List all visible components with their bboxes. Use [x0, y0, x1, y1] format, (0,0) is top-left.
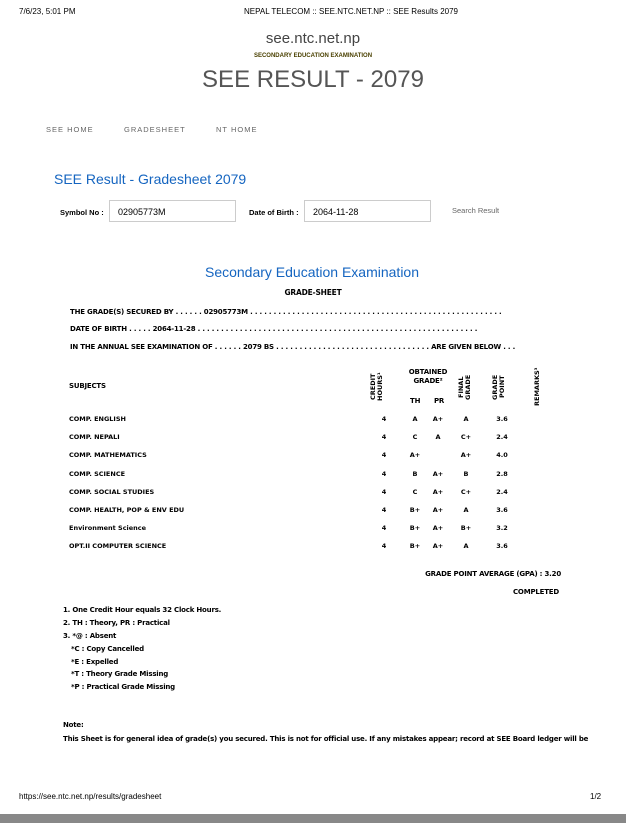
- note-label: Note:: [63, 721, 84, 729]
- table-row: [0, 470, 626, 482]
- footnote: *P : Practical Grade Missing: [71, 683, 175, 691]
- cell-th: C: [412, 433, 418, 442]
- col-th: TH: [410, 397, 421, 405]
- exam-line: IN THE ANNUAL SEE EXAMINATION OF . . . . . . 2079 BS . . . . . . . . . . . . . . . . . . . . . . . . . . . . . . . . . ARE GIVEN BELOW . . .: [70, 343, 516, 351]
- footnote: *T : Theory Grade Missing: [71, 670, 169, 678]
- col-credit: CREDIT HOURS¹: [369, 372, 384, 402]
- cell-pr: A+: [432, 469, 444, 478]
- cell-th: B+: [409, 542, 421, 551]
- cell-credit: 4: [381, 415, 387, 423]
- dob-label: Date of Birth :: [249, 208, 299, 217]
- cell-point: 3.6: [496, 542, 508, 551]
- table-row: [0, 451, 626, 463]
- cell-credit: 4: [381, 542, 387, 551]
- cell-subject: COMP. HEALTH, POP & ENV EDU: [69, 506, 185, 514]
- cell-subject: Environment Science: [69, 524, 147, 533]
- note-text: This Sheet is for general idea of grade(s) you secured. This is not for official use. If any mistakes appear; record at SEE Board ledger will be: [63, 735, 589, 743]
- footnote: 3. *@ : Absent: [63, 632, 117, 640]
- status: COMPLETED: [513, 588, 559, 596]
- cell-point: 3.6: [496, 415, 508, 423]
- cell-credit: 4: [381, 469, 387, 478]
- cell-final: B: [463, 469, 469, 478]
- col-final: FINAL GRADE: [457, 374, 472, 400]
- site-title: SEE RESULT - 2079: [202, 66, 424, 93]
- cell-th: B+: [409, 524, 421, 533]
- cell-final: A+: [460, 451, 472, 460]
- cell-subject: COMP. SOCIAL STUDIES: [69, 487, 155, 496]
- dob-input[interactable]: 2064-11-28: [304, 200, 431, 222]
- cell-subject: COMP. NEPALI: [69, 433, 120, 442]
- footnote: 2. TH : Theory, PR : Practical: [63, 619, 170, 627]
- print-title: NEPAL TELECOM :: SEE.NTC.NET.NP :: SEE Results 2079: [244, 7, 458, 16]
- bottom-bar: [0, 814, 626, 823]
- cell-final: C+: [460, 487, 472, 496]
- cell-subject: COMP. MATHEMATICS: [69, 451, 147, 460]
- form-heading: SEE Result - Gradesheet 2079: [54, 171, 247, 187]
- footnote: 1. One Credit Hour equals 32 Clock Hours.: [63, 606, 222, 614]
- gpa: GRADE POINT AVERAGE (GPA) : 3.20: [425, 570, 561, 578]
- col-subjects: SUBJECTS: [69, 382, 106, 390]
- cell-point: 3.2: [496, 524, 508, 533]
- cell-credit: 4: [381, 487, 387, 496]
- cell-credit: 4: [381, 524, 387, 533]
- table-row: [0, 433, 626, 445]
- table-row: [0, 542, 626, 554]
- dob-line: DATE OF BIRTH . . . . . 2064-11-28 . . . . . . . . . . . . . . . . . . . . . . . . . . . . . . . . . . . . . . . . . . . . . . . . . . . . . . . . . . . .: [70, 325, 478, 333]
- col-point: GRADE POINT: [491, 374, 506, 400]
- cell-subject: OPT.II COMPUTER SCIENCE: [69, 542, 167, 551]
- cell-final: C+: [460, 433, 472, 442]
- cell-point: 2.4: [496, 487, 508, 496]
- footnote: *C : Copy Cancelled: [71, 645, 144, 653]
- nav-gradesheet[interactable]: GRADESHEET: [124, 125, 186, 134]
- print-datetime: 7/6/23, 5:01 PM: [19, 7, 76, 16]
- cell-credit: 4: [381, 433, 387, 442]
- sheet-subheading: GRADE-SHEET: [284, 288, 342, 297]
- cell-th: C: [412, 487, 418, 496]
- secured-by-line: THE GRADE(S) SECURED BY . . . . . . 02905773M . . . . . . . . . . . . . . . . . . . . . . . . . . . . . . . . . . . . . . . . . . . . . . . . . . . . . .: [70, 308, 502, 316]
- cell-th: B+: [409, 506, 421, 514]
- cell-point: 2.8: [496, 469, 508, 478]
- cell-credit: 4: [381, 451, 387, 460]
- table-row: [0, 488, 626, 500]
- cell-credit: 4: [381, 506, 387, 514]
- table-row: [0, 415, 626, 427]
- col-obtained: OBTAINED GRADE²: [408, 368, 448, 385]
- site-domain: see.ntc.net.np: [265, 30, 361, 47]
- cell-pr: A+: [432, 506, 444, 514]
- cell-pr: A+: [432, 542, 444, 551]
- cell-pr: A: [435, 433, 441, 442]
- print-url: https://see.ntc.net.np/results/gradesheet: [19, 792, 162, 801]
- cell-th: A: [412, 415, 418, 423]
- cell-point: 4.0: [496, 451, 508, 460]
- cell-th: B: [412, 469, 418, 478]
- cell-pr: A+: [432, 487, 444, 496]
- nav-see-home[interactable]: SEE HOME: [46, 125, 94, 134]
- sheet-heading: Secondary Education Examination: [204, 264, 420, 280]
- search-result-button[interactable]: Search Result: [452, 206, 500, 215]
- print-page: 1/2: [590, 792, 602, 801]
- table-row: [0, 524, 626, 536]
- cell-subject: COMP. ENGLISH: [69, 415, 126, 423]
- col-remarks: REMARKS³: [533, 367, 541, 406]
- cell-subject: COMP. SCIENCE: [69, 469, 126, 478]
- cell-point: 2.4: [496, 433, 508, 442]
- nav-nt-home[interactable]: NT HOME: [216, 125, 258, 134]
- footnote: *E : Expelled: [71, 658, 119, 666]
- symbol-input[interactable]: 02905773M: [109, 200, 236, 222]
- symbol-label: Symbol No :: [60, 208, 104, 217]
- table-row: [0, 506, 626, 518]
- site-subtitle: SECONDARY EDUCATION EXAMINATION: [253, 53, 373, 59]
- cell-final: A: [463, 415, 469, 423]
- cell-th: A+: [409, 451, 421, 460]
- cell-pr: A+: [432, 415, 444, 423]
- col-pr: PR: [434, 397, 445, 405]
- cell-pr: A+: [432, 524, 444, 533]
- cell-final: B+: [460, 524, 472, 533]
- cell-point: 3.6: [496, 506, 508, 514]
- cell-final: A: [463, 506, 469, 514]
- cell-final: A: [463, 542, 469, 551]
